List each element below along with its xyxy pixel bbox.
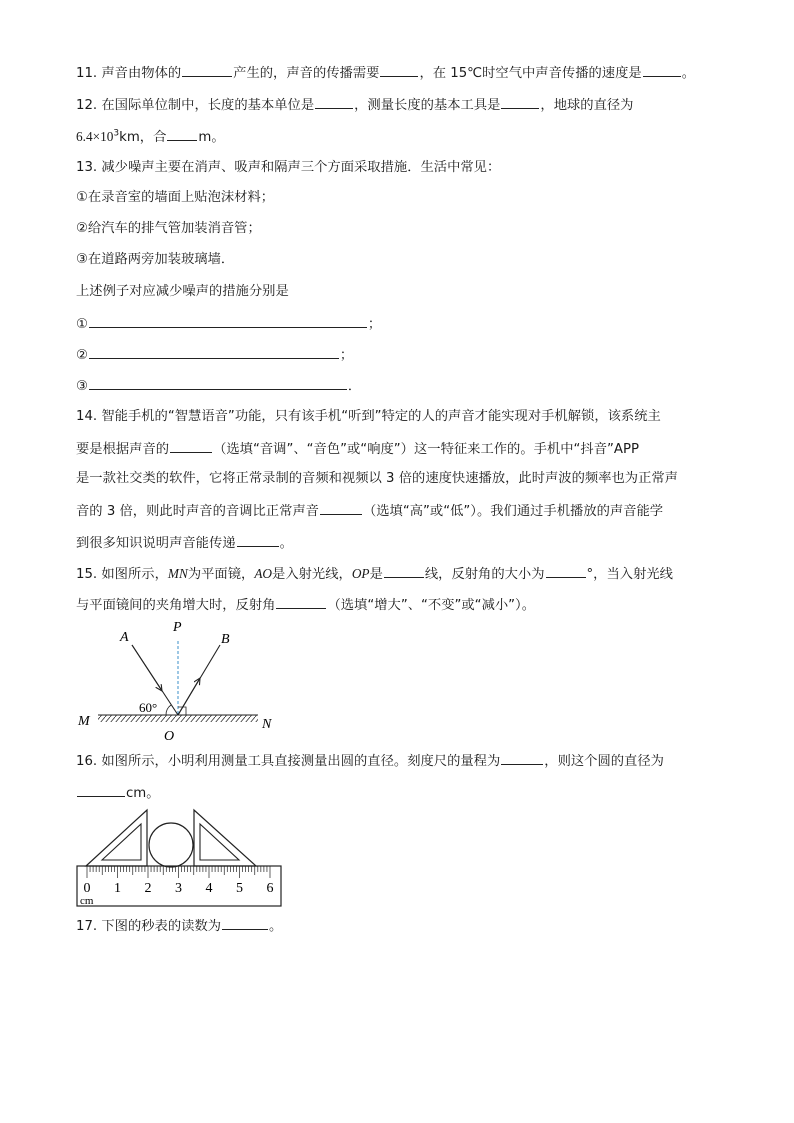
ruler-unit: cm xyxy=(80,895,94,907)
q11-blank-1[interactable] xyxy=(182,63,232,77)
ruler-labels xyxy=(84,881,274,896)
label-m: M xyxy=(78,714,90,729)
q14-text-2b: （选填“音调”、“音色”或“响度”）这一特征来工作的。手机中“抖音”APP xyxy=(213,442,640,457)
q15-ao: AO xyxy=(254,566,273,581)
q12-blank-1[interactable] xyxy=(315,95,353,109)
measured-circle xyxy=(149,823,193,867)
q13-item-3: ③在道路两旁加装玻璃墙． xyxy=(76,252,235,267)
q13-item-1: ①在录音室的墙面上贴泡沫材料； xyxy=(76,190,275,205)
ruler-tick-label: 5 xyxy=(236,881,243,896)
reflection-figure xyxy=(70,615,290,745)
q17-text-2: 。 xyxy=(269,919,283,934)
q13-answer-1-end: ； xyxy=(367,317,382,332)
q17-text-1: 17. 下图的秒表的读数为 xyxy=(76,919,222,934)
q14-text-4a: 音的 3 倍，则此时声音的音调比正常声音 xyxy=(76,504,319,519)
q11-text-1: 声音由物体的 xyxy=(101,66,182,81)
left-set-square xyxy=(86,810,147,866)
ruler-tick-label: 0 xyxy=(83,881,91,896)
label-b: B xyxy=(221,632,230,647)
left-set-square-inner xyxy=(102,824,141,860)
q15-text-4: 是 xyxy=(369,567,383,582)
q12-text-1: 在国际单位制中，长度的基本单位是 xyxy=(101,98,315,113)
q15-text-2: 为平面镜， xyxy=(187,567,255,582)
q15-text-5: 线，反射角的大小为 xyxy=(424,567,545,582)
label-n: N xyxy=(262,717,272,732)
q11-number: 11. xyxy=(76,66,98,81)
q17-blank[interactable] xyxy=(222,916,268,930)
q14-line-5 xyxy=(76,533,293,553)
mirror-hatching xyxy=(98,715,258,722)
q15-blank-2[interactable] xyxy=(546,564,586,578)
ruler-ticks xyxy=(87,866,270,878)
q13-answer-1-blank[interactable] xyxy=(89,314,367,328)
q15-text-1: 如图所示， xyxy=(101,567,168,582)
q12-blank-3[interactable] xyxy=(167,127,197,141)
label-o: O xyxy=(164,729,175,744)
label-angle: 60° xyxy=(139,700,158,715)
q12-text-3: ，地球的直径为 xyxy=(540,98,634,113)
q16-line-2 xyxy=(76,783,160,803)
q14-text-5b: 。 xyxy=(279,536,293,551)
ruler-tick-label: 2 xyxy=(144,881,152,896)
q11-text-3: ，在 15℃时空气中声音传播的速度是 xyxy=(419,66,642,81)
ruler-figure xyxy=(74,806,290,910)
q15-blank-3[interactable] xyxy=(276,595,326,609)
q12-text-5: m。 xyxy=(198,130,225,145)
q13-ask: 上述例子对应减少噪声的措施分别是 xyxy=(76,284,289,299)
q14-text-2a: 要是根据声音的 xyxy=(76,442,170,457)
q14-text-4b: （选填“高”或“低”）。我们通过手机播放的声音能学 xyxy=(362,504,664,519)
q15-text-3: 是入射光线， xyxy=(272,567,352,582)
ruler-tick-label: 1 xyxy=(114,881,121,896)
right-set-square xyxy=(194,810,256,866)
q12-exponent: 3 xyxy=(113,128,120,139)
question-11 xyxy=(76,63,695,83)
question-12-line-2 xyxy=(76,127,225,147)
q12-text-4: km，合 xyxy=(119,130,167,145)
q14-text-5a: 到很多知识说明声音能传递 xyxy=(76,536,236,551)
q13-answer-3-blank[interactable] xyxy=(89,376,347,390)
q13-item-2: ②给汽车的排气管加装消音管； xyxy=(76,221,261,236)
q13-answer-1 xyxy=(76,314,381,334)
ruler-tick-label: 4 xyxy=(205,881,213,896)
q11-blank-3[interactable] xyxy=(643,63,681,77)
q11-text-4: 。 xyxy=(681,66,695,81)
label-a: A xyxy=(120,630,129,645)
q13-answer-2-end: ； xyxy=(339,348,354,363)
q12-text-2: ，测量长度的基本工具是 xyxy=(354,98,501,113)
q13-answer-2-blank[interactable] xyxy=(89,345,339,359)
q14-blank-2[interactable] xyxy=(320,501,362,515)
q15-op: OP xyxy=(351,566,370,581)
q15-text-2b: （选填“增大”、“不变”或“减小”）。 xyxy=(327,598,535,613)
reflected-arrow xyxy=(178,678,200,715)
q14-line-4 xyxy=(76,501,663,521)
q15-mn: MN xyxy=(167,566,188,581)
q14-blank-3[interactable] xyxy=(237,533,279,547)
q14-line-3: 是一款社交类的软件，它将正常录制的音频和视频以 3 倍的速度快速播放，此时声波的频率也为正常声 xyxy=(76,471,678,486)
q14-line-2 xyxy=(76,439,639,459)
q13-answer-2-mark: ② xyxy=(76,348,88,363)
right-set-square-inner xyxy=(200,824,239,860)
q16-line-1 xyxy=(76,751,664,771)
q13-answer-3-mark: ③ xyxy=(76,379,88,394)
q14-line-1: 14. 智能手机的“智慧语音”功能，只有该手机“听到”特定的人的声音才能实现对手机解锁，该系统主 xyxy=(76,409,661,424)
question-12-line-1 xyxy=(76,95,633,115)
q16-text-2: cm。 xyxy=(126,786,160,801)
q11-blank-2[interactable] xyxy=(380,63,418,77)
ruler-tick-label: 3 xyxy=(175,881,182,896)
q13-answer-2 xyxy=(76,345,353,365)
q12-number: 12. xyxy=(76,98,98,113)
ruler-tick-label: 6 xyxy=(266,881,274,896)
q11-text-2: 产生的，声音的传播需要 xyxy=(233,66,380,81)
q15-line-2 xyxy=(76,595,535,615)
q16-text-1a: 16. 如图所示，小明利用测量工具直接测量出圆的直径。刻度尺的量程为 xyxy=(76,754,501,769)
q12-blank-2[interactable] xyxy=(501,95,539,109)
q13-answer-3-end: ． xyxy=(347,379,362,394)
q16-blank-2[interactable] xyxy=(77,783,125,797)
q15-text-6: °，当入射光线 xyxy=(586,567,673,582)
incident-arrow xyxy=(132,645,162,691)
q15-number: 15. xyxy=(76,567,98,582)
q15-blank-1[interactable] xyxy=(384,564,424,578)
q16-text-1b: ，则这个圆的直径为 xyxy=(544,754,664,769)
q13-stem: 13. 减少噪声主要在消声、吸声和隔声三个方面采取措施．生活中常见： xyxy=(76,160,501,175)
angle-arc xyxy=(166,705,171,715)
q12-diameter-value: 6.4×10 xyxy=(76,129,114,144)
q15-line-1 xyxy=(76,564,673,584)
q14-blank-1[interactable] xyxy=(170,439,212,453)
q13-answer-1-mark: ① xyxy=(76,317,88,332)
q17-line xyxy=(76,916,282,936)
q13-answer-3 xyxy=(76,376,361,396)
q15-text-2a: 与平面镜间的夹角增大时，反射角 xyxy=(76,598,276,613)
q16-blank-1[interactable] xyxy=(501,751,543,765)
label-p: P xyxy=(173,620,182,635)
